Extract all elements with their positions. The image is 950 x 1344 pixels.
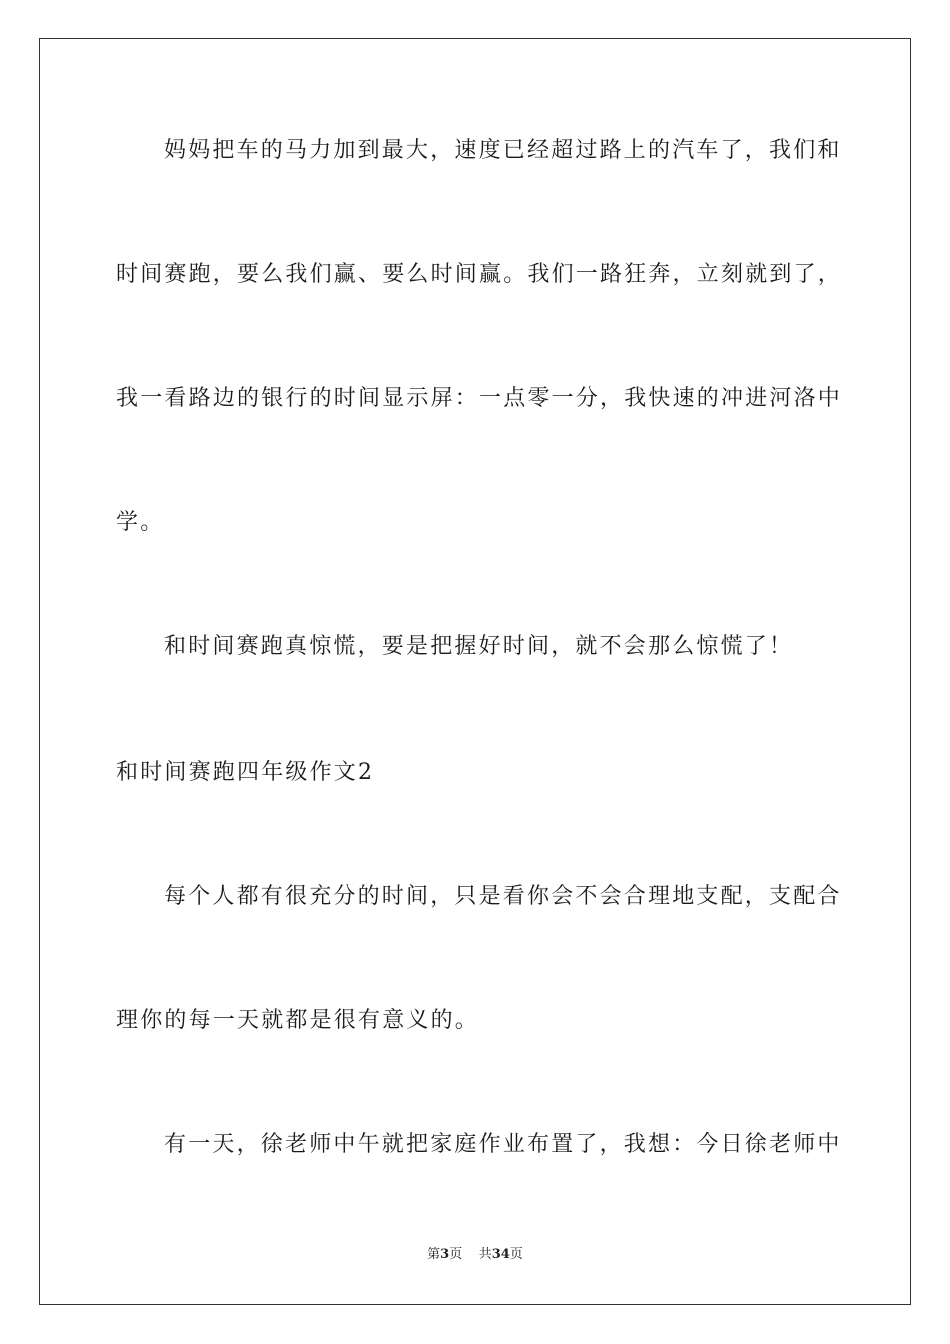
total-suffix: 页 [509,1247,523,1262]
section-heading: 和时间赛跑四年级作文2 [116,760,375,785]
paragraph-line: 我一看路边的银行的时间显示屏：一点零一分，我快速的冲进河洛中 [116,386,843,411]
total-pages: 34 [491,1247,510,1262]
total-prefix: 共 [478,1247,492,1262]
page-suffix: 页 [449,1247,463,1262]
paragraph-line: 时间赛跑，要么我们赢、要么时间赢。我们一路狂奔，立刻就到了， [116,262,843,287]
paragraph-line: 每个人都有很充分的时间，只是看你会不会合理地支配，支配合 [164,884,842,909]
paragraph-line: 学。 [116,510,165,535]
page-footer [0,1246,950,1264]
page-prefix: 第 [427,1247,441,1262]
paragraph-line: 有一天，徐老师中午就把家庭作业布置了，我想：今日徐老师中 [164,1132,842,1157]
page-border [39,38,911,1305]
page-number: 3 [440,1247,450,1262]
paragraph-line: 理你的每一天就都是很有意义的。 [116,1008,480,1033]
paragraph-line: 妈妈把车的马力加到最大，速度已经超过路上的汽车了，我们和 [164,138,842,163]
paragraph-line: 和时间赛跑真惊慌，要是把握好时间，就不会那么惊慌了！ [164,634,794,659]
